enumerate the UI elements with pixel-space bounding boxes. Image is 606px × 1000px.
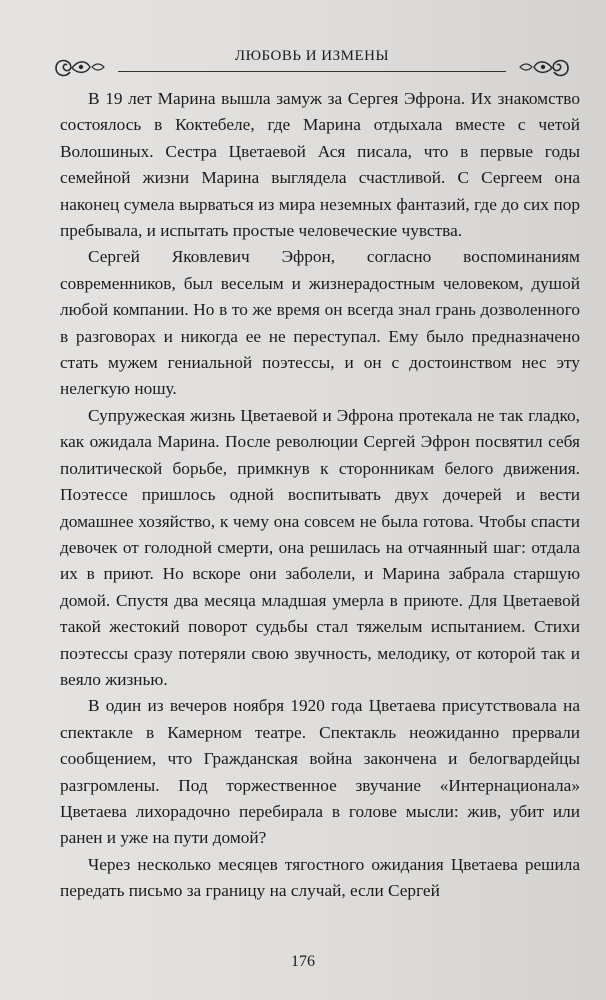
header-title: ЛЮБОВЬ И ИЗМЕНЫ xyxy=(234,48,390,64)
paragraph: В 19 лет Марина вышла замуж за Сергея Эфрона. Их знакомство состоялось в Коктебеле, где Марина отдыхала вместе с четой Волошиных. Сестра Цветаевой Ася писала, что в первые годы семейной жизни Марина выглядела счастливой. С Сергеем она наконец сумела вырваться из мира неземных фантазий, где до сих пор пребывала, и испытать простые человеческие чувства. xyxy=(60,89,580,241)
paragraph: Сергей Яковлевич Эфрон, согласно воспоминаниям современников, был веселым и жизнерадостным человеком, душой любой компании. Но в то же время он всегда знал грань дозволенного в разговорах и никогда ее не переступал. Ему было предназначено стать мужем гениальной поэтессы, и он с достоинством нес эту нелегкую ношу. xyxy=(60,247,580,399)
paragraph: Супружеская жизнь Цветаевой и Эфрона протекала не так гладко, как ожидала Марина. После революции Сергей Эфрон посвятил себя политической борьбе, примкнув к сторонникам белого движения. Поэтессе пришлось одной воспитывать двух дочерей и вести домашнее хозяйство, к чему она совсем не была готова. Чтобы спасти девочек от голодной смерти, она решилась на отчаянный шаг: отдала их в приют. Но вскоре они заболели, и Марина забрала старшую домой. Спустя два месяца младшая умерла в приюте. Для Цветаевой такой жестокий поворот судьбы стал тяжелым испытанием. Стихи поэтессы сразу потеряли свою звучность, мелодику, от которой так и веяло жизнью. xyxy=(60,405,580,689)
paragraph: Через несколько месяцев тягостного ожидания Цветаева решила передать письмо за границу на случай, если Сергей xyxy=(60,854,580,901)
right-ornament-icon xyxy=(516,54,572,80)
paragraph: В один из вечеров ноября 1920 года Цветаева присутствовала на спектакле в Камерном театре. Спектакль неожиданно прервали сообщением, что Гражданская война закончена и белогвардейцы разгромлены. Под торжественное звучание «Интернационала» Цветаева лихорадочно перебирала в голове мысли: жив, убит или ранен и уже на пути домой? xyxy=(60,696,580,848)
body-text xyxy=(60,86,580,905)
header-rule xyxy=(118,71,506,72)
page-number: 176 xyxy=(291,953,315,970)
running-header xyxy=(52,38,572,80)
